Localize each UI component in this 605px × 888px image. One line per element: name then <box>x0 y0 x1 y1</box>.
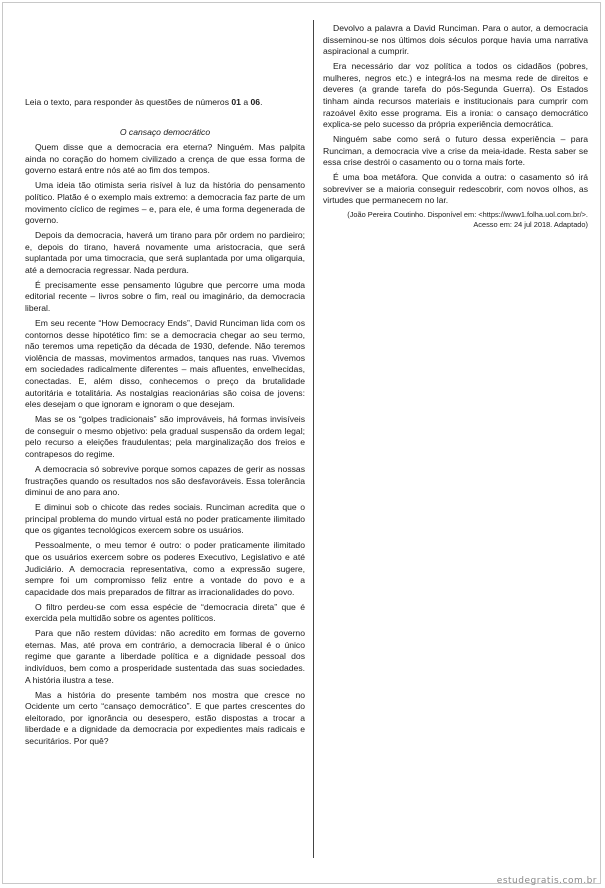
paragraph: Depois da democracia, haverá um tirano para pôr ordem no pardieiro; e, depois do tirano, haverá novamente uma aristocracia, que será suplantada por uma timocracia, que será suplantada por uma oligarquia, até a democracia regressar. Nada perdura. <box>25 230 305 275</box>
paragraph: O filtro perdeu-se com essa espécie de “democracia direta” que é exercida pela multidão sobre os agentes políticos. <box>25 601 305 624</box>
paragraph: Devolvo a palavra a David Runciman. Para o autor, a democracia disseminou-se nos últimos dois séculos porque havia uma narrativa aspiracional a cumprir. <box>323 23 588 57</box>
paragraph: Quem disse que a democracia era eterna? Ninguém. Mas palpita ainda no coração do homem civilizado a crença de que essa forma de governo estará entre nós até ao fim dos tempos. <box>25 142 305 176</box>
paragraph: Mas a história do presente também nos mostra que cresce no Ocidente um certo “cansaço democrático”. E que partes crescentes do eleitorado, por ignorância ou desespero, estão dispostas a trocar a liberdade e a dignidade da democracia por expedientes mais radicais e securitários. Por quê? <box>25 689 305 746</box>
paragraph: Em seu recente “How Democracy Ends”, David Runciman lida com os contornos desse hipotético fim: se a democracia chegar ao seu termo, não teremos uma repetição da década de 1930, defende. Não teremos violência de massas, movimentos armados, tanques nas ruas. Vivemos em sociedades radicalmente diferentes – mais afluentes, envelhecidas, conectadas. E, além disso, conhecemos o preço da brutalidade autoritária e totalitária. As nostalgias reacionárias são coisa de jovens: eles desejam o que ignoram e ignoram o que desejam. <box>25 318 305 410</box>
paragraph: Uma ideia tão otimista seria risível à luz da história do pensamento político. Platão é o exemplo mais extremo: a democracia faz parte de um movimento cíclico de regimes – e, para ele, é uma forma degenerada de governo. <box>25 180 305 226</box>
source-citation <box>323 210 588 230</box>
instruction-last-question: 06 <box>250 97 261 107</box>
source-line-2: Acesso em: 24 jul 2018. Adaptado) <box>473 220 588 230</box>
instruction-suffix: . <box>260 97 263 107</box>
paragraph: A democracia só sobrevive porque somos capazes de gerir as nossas frustrações quando os resultados nos são desfavoráveis. Essa tolerância diminui de ano para ano. <box>25 463 305 498</box>
source-line-1: (João Pereira Coutinho. Disponível em: <https://www1.folha.uol.com.br/>. <box>347 210 588 220</box>
paragraph: Pessoalmente, o meu temor é outro: o poder praticamente ilimitado que os usuários exercem sobre os poderes Executivo, Legislativo e até Judiciário. A democracia representativa, como a expressão sugere, sempre foi um compromisso feliz entre a vontade do povo e a capacidade dos mais preparados de filtrar as irracionalidades do povo. <box>25 540 305 597</box>
instruction-mid: a <box>240 97 251 107</box>
instruction-text <box>25 97 305 109</box>
paragraph: Para que não restem dúvidas: não acredito em formas de governo eternas. Mas, até prova em contrário, a democracia liberal é o único regime que garante a liberdade política e a dignidade pessoal dos indivíduos, bem como a prosperidade sustentada das suas sociedades. A história ilustra a tese. <box>25 628 305 685</box>
article-title: O cansaço democrático <box>119 126 211 137</box>
instruction-prefix: Leia o texto, para responder às questões de números <box>25 97 232 107</box>
column-divider <box>313 20 314 858</box>
paragraph: É uma boa metáfora. Que convida a outra: o casamento só irá sobreviver se a maioria conseguir redescobrir, com novos olhos, as virtudes que permanecem no lar. <box>323 172 588 206</box>
paragraph: Ninguém sabe como será o futuro dessa experiência – para Runciman, a democracia vive a crise da meia-idade. Resta saber se essa crise destrói o casamento ou o torna mais forte. <box>323 134 588 168</box>
paragraph: Era necessário dar voz política a todos os cidadãos (pobres, mulheres, negros etc.) e integrá-los na mesma rede de direitos e deveres (a grande tarefa do pós-Segunda Guerra). Os Estados tinham ainda recursos materiais e institucionais para cumprir com razoável êxito esse programa. Eis a ironia: o cansaço democrático explica-se pelo sucesso da própria experiência democrática. <box>323 61 588 130</box>
paragraph: É precisamente esse pensamento lúgubre que percorre uma moda editorial recente – livros sobre o fim, real ou imaginário, da democracia liberal. <box>25 279 305 314</box>
site-watermark: estudegratis.com.br <box>496 876 597 886</box>
paragraph: Mas se os “golpes tradicionais” são improváveis, há formas invisíveis de conseguir o mesmo objetivo: pela gradual suspensão da ordem legal; pelo recurso a eleições fraudulentas; pela marginalização dos freios e contrapesos do regime. <box>25 414 305 459</box>
instruction-first-question: 01 <box>231 97 241 107</box>
left-column <box>25 97 305 751</box>
right-column <box>323 23 588 230</box>
paragraph: E diminui sob o chicote das redes sociais. Runciman acredita que o principal problema do mundo virtual está no poder praticamente ilimitado que os gigantes tecnológicos exercem sobre os usuários. <box>25 502 305 536</box>
